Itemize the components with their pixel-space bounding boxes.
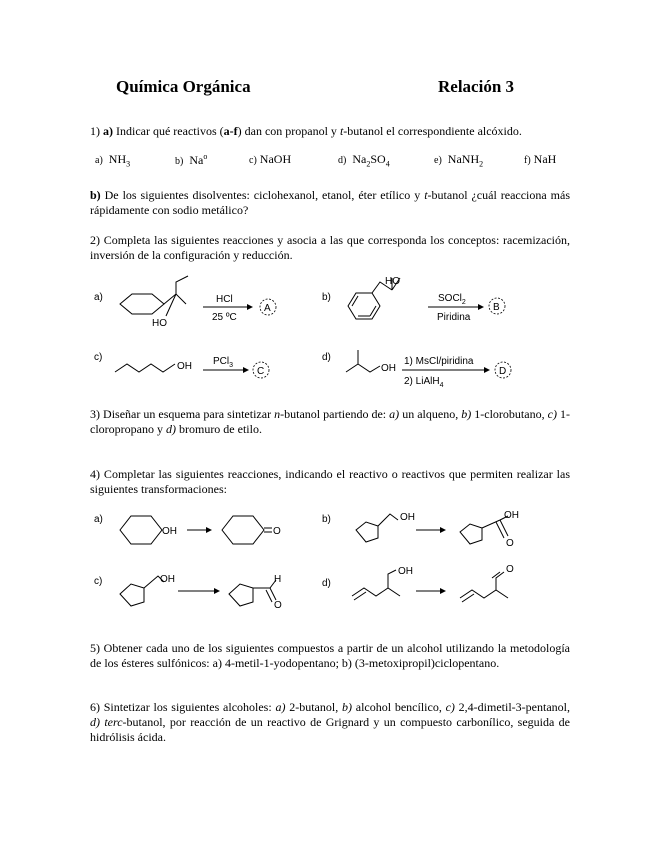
q4b-prod-o: O	[506, 538, 514, 549]
q2b-product: B	[493, 302, 500, 313]
q2b-reagent-top: SOCl$_2$	[438, 293, 466, 306]
q4d-label: d)	[322, 578, 331, 589]
q4d-sm-oh: OH	[398, 566, 413, 577]
q2d-reagent-top: 1) MsCl/piridina	[404, 356, 474, 367]
option-f: f) NaH	[524, 152, 557, 166]
q4b-sm-chain	[378, 514, 398, 526]
q4b-sm-ring	[356, 522, 378, 542]
option-e: e) NaNH$_2$	[434, 152, 484, 169]
q1-a-text3: -butanol el correspondiente alcóxido.	[343, 124, 522, 138]
q2d-product: D	[499, 366, 507, 377]
q1-a-text2: ) dan con propanol y	[237, 124, 340, 138]
q1-number: 1)	[90, 124, 100, 138]
sheet-title: Relación 3	[438, 77, 515, 96]
q4a-prod-o: O	[273, 526, 281, 537]
q5-text: 5) Obtener cada uno de los siguientes compuestos a partir de un alcohol utilizando la metodología de los ésteres sulfónicos: a) 4-metil-1-yodopentano; b) (3-metoxipropil)ciclopentano.	[90, 641, 570, 670]
q4b-arrowhead	[440, 527, 446, 533]
q1-b-text1: De los siguientes disolventes: ciclohexanol, etanol, éter etílico y	[100, 188, 425, 202]
q1-b-t: t	[424, 188, 428, 202]
q4c-co1	[270, 588, 276, 600]
q2c-reagent-top: PCl$_3$	[213, 356, 234, 369]
q2d-reagent-bottom: 2) LiAlH$_4$	[404, 376, 444, 389]
q4a-sm-oh: OH	[162, 526, 177, 537]
q4d-sm-chain	[352, 588, 400, 596]
q2a-label: a)	[94, 292, 103, 303]
q2b-reagent-bottom: Piridina	[437, 312, 471, 323]
option-b: b) Na$^o$	[175, 152, 208, 167]
q4a-prod-ring	[222, 516, 264, 544]
q4b-co2	[496, 522, 504, 538]
q4a-arrowhead	[206, 527, 212, 533]
q4b-co1	[500, 520, 508, 536]
q1-b-letter: b)	[90, 188, 101, 202]
q4c-sm-ring	[120, 584, 144, 606]
q2d-label: d)	[322, 352, 331, 363]
q4a-label: a)	[94, 514, 103, 525]
q4c-sm-oh: OH	[160, 574, 175, 585]
q4c-label: c)	[94, 576, 103, 587]
option-d: d) $Na_2SO_4$	[338, 152, 390, 169]
q4d-sm-oh-chain	[388, 570, 396, 588]
q1-a-t: t	[339, 124, 344, 138]
q2c-label: c)	[94, 352, 103, 363]
q2b-label: b)	[322, 292, 331, 303]
option-a: a) $NH_3$	[95, 152, 131, 169]
q2c-product: C	[257, 366, 265, 377]
q4d-prod-co2	[492, 572, 500, 578]
q4a-sm-ring	[120, 516, 162, 544]
q4c-prod-o: O	[274, 600, 282, 611]
q1-a-letter: a)	[103, 124, 113, 138]
q2a-ho: HO	[152, 318, 167, 329]
q2b-ho: HO	[385, 276, 400, 287]
q4d-prod-o: O	[506, 564, 514, 575]
q4b-label: b)	[322, 514, 331, 525]
q2a-reagent-top: HCl	[216, 294, 233, 305]
q4b-sm-oh: OH	[400, 512, 415, 523]
q3-text: 3) Diseñar un esquema para sintetizar n-butanol partiendo de: a) un alqueno, b) 1-clorobutano, c) 1-cloropropano y d) bromuro de etilo.	[90, 407, 570, 436]
q4b-prod-ring	[460, 524, 482, 544]
q4b-prod-oh: OH	[504, 510, 519, 521]
q4d-prod-chain	[460, 590, 508, 598]
q6-text: 6) Sintetizar los siguientes alcoholes: a) 2-butanol, b) alcohol bencílico, c) 2,4-dimetil-3-pentanol, d) terc-butanol, por reacción de un reactivo de Grignard y un compuesto carbonílico, seguida de hidrólisis ácida.	[90, 700, 570, 744]
q2a-product: A	[264, 303, 271, 314]
q4c-co2	[266, 590, 272, 602]
q4c-prod-ring	[229, 584, 253, 606]
q4c-arrowhead	[214, 588, 220, 594]
option-c: c) NaOH	[249, 152, 292, 166]
q1-a-text1: Indicar qué reactivos (	[113, 124, 224, 138]
q4d-arrowhead	[440, 588, 446, 594]
q1-b-text2: -butanol ¿cuál reacciona más rápidamente con sodio metálico?	[90, 188, 571, 217]
course-title: Química Orgánica	[116, 77, 251, 96]
q1-a-range: a-f	[223, 124, 238, 138]
q4c-prod-h: H	[274, 574, 282, 585]
q4-text: 4) Completar las siguientes reacciones, indicando el reactivo o reactivos que permiten realizar las siguientes transformaciones:	[90, 467, 570, 496]
q2d-oh: OH	[381, 363, 396, 374]
q2c-oh: OH	[177, 361, 192, 372]
q2a-reagent-bottom: 25 ºC	[212, 312, 237, 323]
q2-text: 2) Completa las siguientes reacciones y asocia a las que corresponda los conceptos: racemización, inversión de la configuración y reducción.	[90, 233, 570, 262]
